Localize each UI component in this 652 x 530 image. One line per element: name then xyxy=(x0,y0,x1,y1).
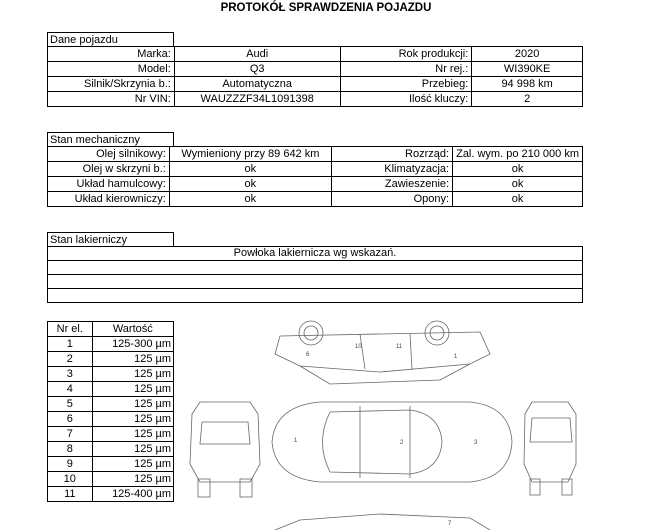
vehicle-value: 2 xyxy=(472,92,583,107)
mechanical-label: Olej silnikowy: xyxy=(48,147,170,162)
vehicle-row xyxy=(48,77,583,92)
vehicle-row xyxy=(48,47,583,62)
paint-empty-row xyxy=(48,261,583,275)
paint-empty-row xyxy=(48,289,583,303)
col-header-value: Wartość xyxy=(92,322,173,337)
element-number: 1 xyxy=(48,337,93,352)
diagram-label: 1 xyxy=(294,438,298,444)
diagram-label: 6 xyxy=(306,352,310,358)
element-value: 125 µm xyxy=(92,457,173,472)
vehicle-label: Nr rej.: xyxy=(340,62,472,77)
mechanical-label: Rozrząd: xyxy=(331,147,452,162)
vehicle-value: 94 998 km xyxy=(472,77,583,92)
element-number: 3 xyxy=(48,367,93,382)
element-number: 11 xyxy=(48,487,93,502)
vehicle-section-heading: Dane pojazdu xyxy=(47,32,174,46)
vehicle-value: Q3 xyxy=(174,62,340,77)
element-value: 125 µm xyxy=(92,367,173,382)
vehicle-label: Przebieg: xyxy=(340,77,472,92)
element-number: 4 xyxy=(48,382,93,397)
vehicle-value: WI390KE xyxy=(472,62,583,77)
measurement-row xyxy=(48,367,174,382)
element-value: 125 µm xyxy=(92,397,173,412)
mechanical-value: ok xyxy=(169,177,331,192)
measurement-row xyxy=(48,457,174,472)
vehicle-table xyxy=(47,46,583,107)
element-value: 125-400 µm xyxy=(92,487,173,502)
mechanical-label: Olej w skrzyni b.: xyxy=(48,162,170,177)
paint-empty-row xyxy=(48,275,583,289)
mechanical-value: ok xyxy=(169,162,331,177)
element-value: 125 µm xyxy=(92,427,173,442)
mechanical-value: ok xyxy=(169,192,331,207)
vehicle-label: Model: xyxy=(48,62,175,77)
mechanical-value: Zal. wym. po 210 000 km xyxy=(453,147,583,162)
col-header-nr: Nr el. xyxy=(48,322,93,337)
mechanical-label: Zawieszenie: xyxy=(331,177,452,192)
measurement-row xyxy=(48,352,174,367)
mechanical-value: ok xyxy=(453,162,583,177)
vehicle-label: Marka: xyxy=(48,47,175,62)
element-number: 5 xyxy=(48,397,93,412)
diagram-label: 3 xyxy=(474,440,478,446)
vehicle-label: Rok produkcji: xyxy=(340,47,472,62)
vehicle-value: 2020 xyxy=(472,47,583,62)
mechanical-label: Opony: xyxy=(331,192,452,207)
measurement-row xyxy=(48,412,174,427)
element-number: 7 xyxy=(48,427,93,442)
element-value: 125 µm xyxy=(92,352,173,367)
measurement-row xyxy=(48,472,174,487)
vehicle-row xyxy=(48,62,583,77)
mechanical-label: Klimatyzacja: xyxy=(331,162,452,177)
element-value: 125 µm xyxy=(92,472,173,487)
mechanical-value: ok xyxy=(453,177,583,192)
element-number: 10 xyxy=(48,472,93,487)
measurement-table xyxy=(47,321,174,502)
element-number: 2 xyxy=(48,352,93,367)
mechanical-row xyxy=(48,162,583,177)
measurement-row xyxy=(48,397,174,412)
mechanical-section-heading: Stan mechaniczny xyxy=(47,132,174,146)
mechanical-row xyxy=(48,177,583,192)
vehicle-value: Audi xyxy=(174,47,340,62)
mechanical-label: Układ hamulcowy: xyxy=(48,177,170,192)
diagram-label: 10 xyxy=(355,344,362,350)
vehicle-value: WAUZZZF34L1091398 xyxy=(174,92,340,107)
vehicle-label: Silnik/Skrzynia b.: xyxy=(48,77,175,92)
wheel-icon xyxy=(299,321,323,345)
mechanical-table xyxy=(47,146,583,207)
mechanical-value: Wymieniony przy 89 642 km xyxy=(169,147,331,162)
vehicle-value: Automatyczna xyxy=(174,77,340,92)
element-value: 125 µm xyxy=(92,412,173,427)
vehicle-row xyxy=(48,92,583,107)
element-value: 125-300 µm xyxy=(92,337,173,352)
paint-note: Powłoka lakiernicza wg wskazań. xyxy=(48,247,583,261)
vehicle-label: Ilość kluczy: xyxy=(340,92,472,107)
element-number: 8 xyxy=(48,442,93,457)
element-number: 9 xyxy=(48,457,93,472)
element-number: 6 xyxy=(48,412,93,427)
element-value: 125 µm xyxy=(92,442,173,457)
measurement-row xyxy=(48,427,174,442)
element-value: 125 µm xyxy=(92,382,173,397)
paint-section-heading: Stan lakierniczy xyxy=(47,232,174,246)
diagram-label: 2 xyxy=(400,440,404,446)
diagram-label: 1 xyxy=(454,354,458,360)
car-damage-diagram xyxy=(180,314,580,530)
vehicle-label: Nr VIN: xyxy=(48,92,175,107)
mechanical-row xyxy=(48,192,583,207)
diagram-label: 7 xyxy=(448,521,452,527)
measurement-row xyxy=(48,442,174,457)
paint-table xyxy=(47,246,583,303)
measurement-row xyxy=(48,487,174,502)
diagram-label: 11 xyxy=(396,344,403,350)
mechanical-value: ok xyxy=(453,192,583,207)
car-side-view-bottom xyxy=(275,514,490,530)
measurement-row xyxy=(48,382,174,397)
page-title: PROTOKÓŁ SPRAWDZENIA POJAZDU xyxy=(220,2,432,14)
mechanical-label: Układ kierowniczy: xyxy=(48,192,170,207)
measurement-row xyxy=(48,337,174,352)
mechanical-row xyxy=(48,147,583,162)
